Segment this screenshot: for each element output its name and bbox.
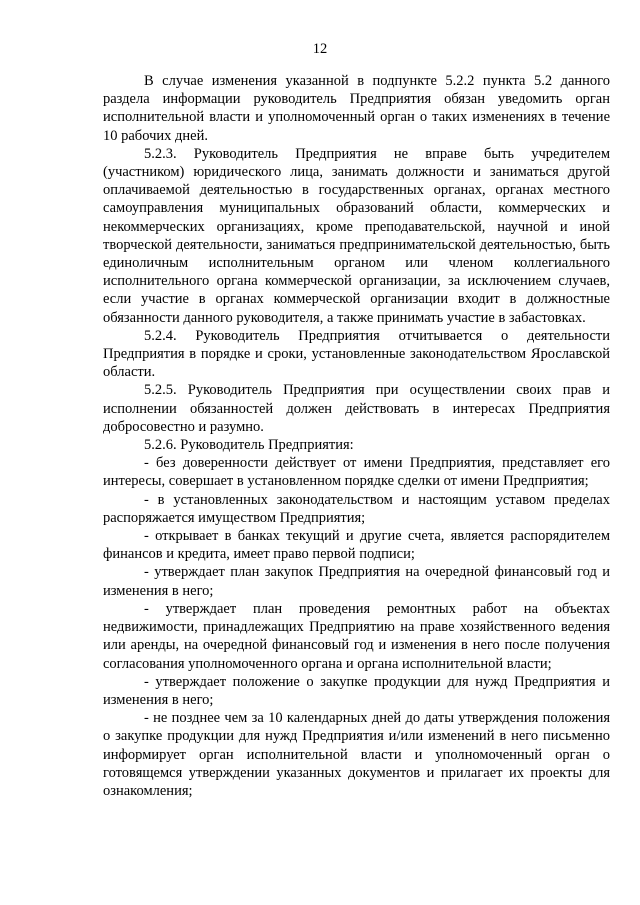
list-item-repair-plan: - утверждает план проведения ремонтных работ на объектах недвижимости, принадлежащих Предприятию на праве хозяйственного ведения или аренды, на очередной финансовый год и изменения в него после получения согласования уполномоченного органа и органа исполнительной власти; [103,600,610,672]
list-item-procurement-regulation: - утверждает положение о закупке продукции для нужд Предприятия и изменения в него; [103,673,610,708]
list-item-procurement-plan: - утверждает план закупок Предприятия на очередной финансовый год и изменения в него; [103,564,610,599]
list-item-opens-accounts: - открывает в банках текущий и другие счета, является распорядителем финансов и кредита, имеет право первой подписи; [103,528,610,563]
paragraph-5-2-5-good-faith: 5.2.5. Руководитель Предприятия при осуществлении своих прав и исполнении обязанностей должен действовать в интересах Предприятия добросовестно и разумно. [103,382,610,435]
paragraph-5-2-3-restrictions: 5.2.3. Руководитель Предприятия не вправе быть учредителем (участником) юридического лица, занимать должности и заниматься другой оплачиваемой деятельностью в государственных органах, органах местного самоуправления муниципальных образований области, коммерческих и некоммерческих организациях, кроме преподавательской, научной и иной творческой деятельности, заниматься предпринимательской деятельностью, быть единоличным исполнительным органом или членом коллегиального исполнительного органа коммерческой организации, за исключением случаев, если участие в органах коммерческой организации входит в должностные обязанности данного руководителя, а также принимать участие в забастовках. [103,145,610,326]
list-item-informs-authorities: - не позднее чем за 10 календарных дней до даты утверждения положения о закупке продукции для нужд Предприятия и/или изменений в него письменно информирует орган исполнительной власти и уполномоченный орган о готовящемся утверждении указанных документов и прилагает их проекты для ознакомления; [103,710,610,799]
list-item-acts-on-behalf: - без доверенности действует от имени Предприятия, представляет его интересы, совершает в установленном порядке сделки от имени Предприятия; [103,455,610,490]
list-item-disposes-property: - в установленных законодательством и настоящим уставом пределах распоряжается имуществом Предприятия; [103,491,610,526]
paragraph-5-2-6-heading: 5.2.6. Руководитель Предприятия: [144,437,354,454]
document-body [103,72,610,800]
paragraph-notification-of-changes: В случае изменения указанной в подпункте 5.2.2 пункта 5.2 данного раздела информации руководитель Предприятия обязан уведомить орган исполнительной власти и уполномоченный орган о таких изменениях в течение 10 рабочих дней. [103,73,610,144]
paragraph-5-2-4-reporting: 5.2.4. Руководитель Предприятия отчитывается о деятельности Предприятия в порядке и сроки, установленные законодательством Ярославской области. [103,327,610,381]
page-number: 12 [312,41,328,57]
